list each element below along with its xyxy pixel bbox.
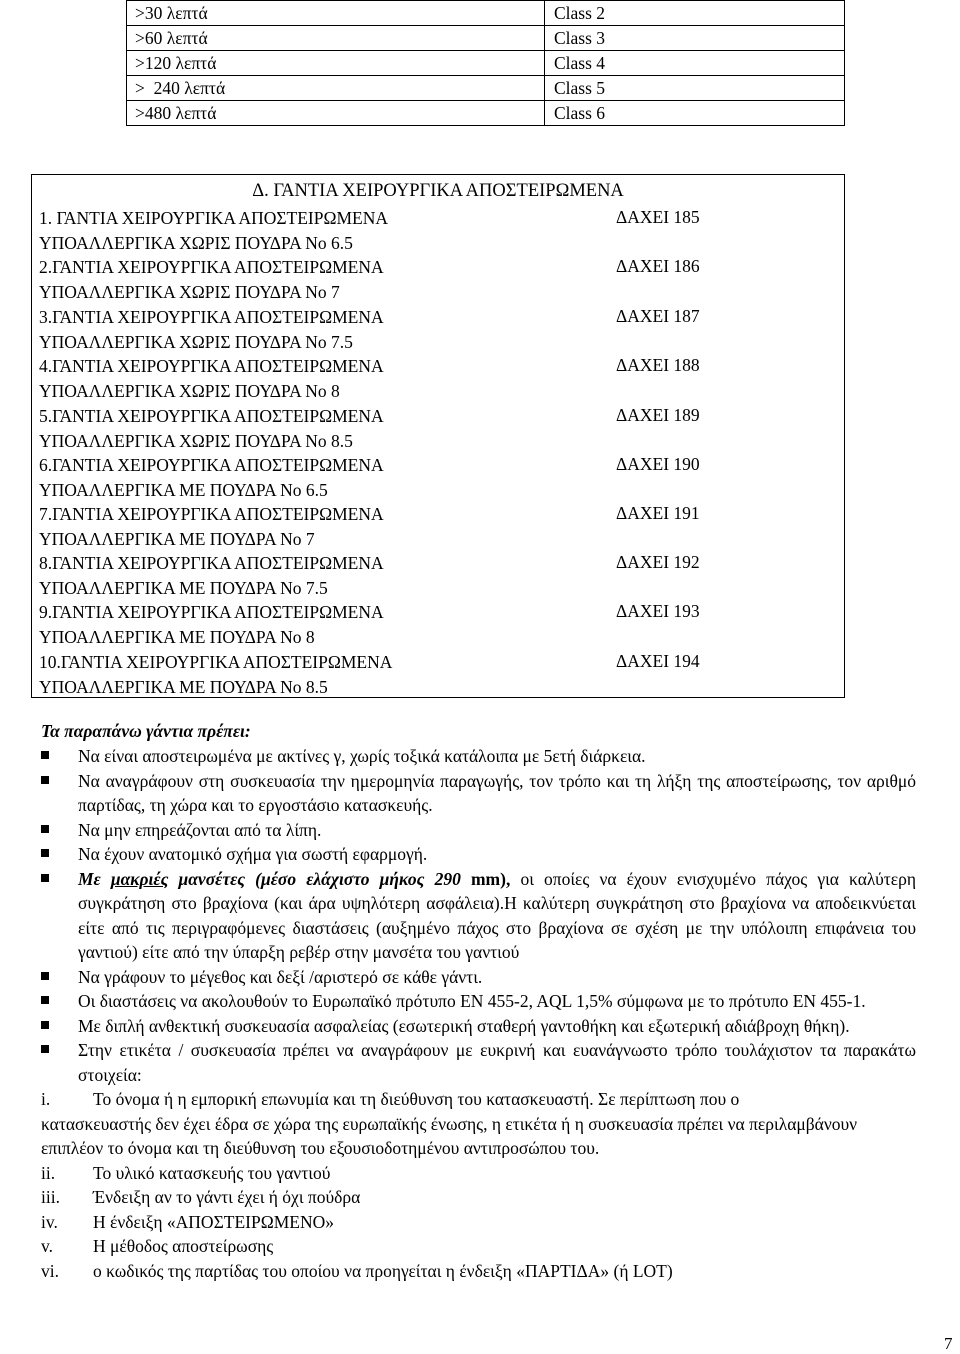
label-item [41,1185,916,1210]
requirement-bullet [41,769,916,818]
label-item-text: ο κωδικός της παρτίδας του οποίου να προηγείται η ένδειξη «ΠΑΡΤΙΔΑ» (ή LOT) [93,1260,673,1281]
glove-item [39,305,839,353]
requirement-bullet [41,989,916,1014]
requirement-text: Να αναγράφουν στη συσκευασία την ημερομηνία παραγωγής, τον τρόπο και τη λήξη της αποστείρωσης, τον αριθμό παρτίδας, τη χώρα και το εργοστάσιο κατασκευής. [78,770,916,815]
label-item-text: Το όνομα ή η εμπορική επωνυμία και τη διεύθυνση του κατασκευαστή. Σε περίπτωση που ο [93,1089,740,1109]
glove-item [39,354,839,402]
glove-name-line1: 2.ΓΑΝΤΙΑ ΧΕΙΡΟΥΡΓΙΚΑ ΑΠΟΣΤΕΙΡΩΜΕΝΑ [39,257,384,277]
bullet-square-icon [41,874,49,882]
glove-code: ΔΑΧΕΙ 188 [616,355,700,375]
label-item-text: Ένδειξη αν το γάντι έχει ή όχι πούδρα [93,1187,361,1207]
time-cell: > 240 λεπτά [127,76,545,101]
label-item-number: iii. [41,1187,60,1207]
requirement-text-underlined: μακριές [110,868,169,889]
time-cell: >480 λεπτά [127,101,545,126]
glove-item [39,404,839,452]
glove-name-line2: ΥΠΟΑΛΛΕΡΓΙΚΑ ΧΩΡΙΣ ΠΟΥΔΡΑ Νο 7.5 [39,331,353,352]
bullet-square-icon [41,751,49,759]
requirement-bullet [41,1038,916,1087]
bullet-square-icon [41,1021,49,1029]
glove-code: ΔΑΧΕΙ 187 [616,306,700,326]
label-item-text: Η μέθοδος αποστείρωσης [93,1236,274,1256]
label-item [41,1234,916,1259]
glove-name-line2: ΥΠΟΑΛΛΕΡΓΙΚΑ ΜΕ ΠΟΥΔΡΑ Νο 7 [39,528,315,549]
permeation-class-table [126,0,845,126]
requirement-bullet [41,1014,916,1039]
requirement-text: Στην ετικέτα / συσκευασία πρέπει να αναγράφουν με ευκρινή και ευανάγνωστο τρόπο τουλάχιστον τα παρακάτω στοιχεία: [78,1040,916,1085]
requirement-text-mm: mm), [460,868,511,889]
label-item-number: iv. [41,1211,58,1232]
glove-code: ΔΑΧΕΙ 194 [616,651,700,671]
glove-name-line1: 6.ΓΑΝΤΙΑ ΧΕΙΡΟΥΡΓΙΚΑ ΑΠΟΣΤΕΙΡΩΜΕΝΑ [39,455,384,475]
glove-item [39,650,839,698]
time-cell: >30 λεπτά [127,1,545,26]
glove-code: ΔΑΧΕΙ 189 [616,405,700,425]
glove-name-line2: ΥΠΟΑΛΛΕΡΓΙΚΑ ΜΕ ΠΟΥΔΡΑ Νο 6.5 [39,479,328,500]
bullet-square-icon [41,996,49,1004]
glove-name-line2: ΥΠΟΑΛΛΕΡΓΙΚΑ ΜΕ ΠΟΥΔΡΑ Νο 8 [39,626,315,647]
bullet-square-icon [41,825,49,833]
class-cell: Class 3 [545,26,845,51]
glove-name-line2: ΥΠΟΑΛΛΕΡΓΙΚΑ ΧΩΡΙΣ ΠΟΥΔΡΑ Νο 7 [39,281,340,302]
glove-name-line2: ΥΠΟΑΛΛΕΡΓΙΚΑ ΧΩΡΙΣ ΠΟΥΔΡΑ Νο 8 [39,380,340,401]
label-item-continuation: κατασκευαστής δεν έχει έδρα σε χώρα της ευρωπαϊκής ένωσης, η ετικέτα ή η συσκευασία πρέπει να περιλαμβάνουν επιπλέον το όνομα και τη διεύθυνση του εξουσιοδοτημένου αντιπροσώπου του. [41,1113,858,1158]
bullet-square-icon [41,849,49,857]
table-row [127,1,845,26]
glove-code: ΔΑΧΕΙ 190 [616,454,700,474]
table-row [127,51,845,76]
time-cell: >120 λεπτά [127,51,545,76]
glove-name-line1: 7.ΓΑΝΤΙΑ ΧΕΙΡΟΥΡΓΙΚΑ ΑΠΟΣΤΕΙΡΩΜΕΝΑ [39,504,384,524]
table-row [127,76,845,101]
glove-name-line1: 3.ΓΑΝΤΙΑ ΧΕΙΡΟΥΡΓΙΚΑ ΑΠΟΣΤΕΙΡΩΜΕΝΑ [39,307,384,327]
label-item [41,1087,916,1112]
label-item-number: vi. [41,1260,59,1281]
requirement-text: Με διπλή ανθεκτική συσκευασία ασφαλείας (εσωτερική σταθερή γαντοθήκη και εξωτερική αδιάβροχη θήκη). [78,1015,850,1036]
glove-item [39,206,839,254]
requirement-text-bold: Με [78,868,111,889]
requirement-text: Να μην επηρεάζονται από τα λίπη. [78,819,322,840]
glove-item [39,551,839,599]
label-item-number: v. [41,1236,53,1256]
label-item-text: Το υλικό κατασκευής του γαντιού [93,1162,331,1183]
bullet-square-icon [41,776,49,784]
label-item-number: i. [41,1089,51,1109]
glove-name-line1: 10.ΓΑΝΤΙΑ ΧΕΙΡΟΥΡΓΙΚΑ ΑΠΟΣΤΕΙΡΩΜΕΝΑ [39,652,393,672]
glove-name-line1: 5.ΓΑΝΤΙΑ ΧΕΙΡΟΥΡΓΙΚΑ ΑΠΟΣΤΕΙΡΩΜΕΝΑ [39,406,384,426]
glove-name-line2: ΥΠΟΑΛΛΕΡΓΙΚΑ ΧΩΡΙΣ ΠΟΥΔΡΑ Νο 8.5 [39,430,353,451]
requirement-text: Να έχουν ανατομικό σχήμα για σωστή εφαρμογή. [78,844,428,864]
glove-item [39,453,839,501]
class-cell: Class 6 [545,101,845,126]
label-item [41,1210,916,1235]
requirement-text: οι οποίες να έχουν ενισχυμένο πάχος για καλύτερη συγκράτηση στο βραχίονα (και άρα υψηλότερη ασφάλεια).Η καλύτερη συγκράτηση στο βραχίονα να αποδεικνύεται είτε από τις περιγραφόμενες διαστάσεις (αυξημένο πάχος στο βραχίονα σε σχέση με την υπόλοιπη επιφάνεια του γαντιού) είτε από την ύπαρξη ρεβέρ στην μανσέτα του γαντιού [78,868,916,962]
requirement-text: Να είναι αποστειρωμένα με ακτίνες γ, χωρίς τοξικά κατάλοιπα με 5ετή διάρκεια. [78,746,646,766]
table-row [127,26,845,51]
time-cell: >60 λεπτά [127,26,545,51]
label-item-number: ii. [41,1162,56,1183]
glove-item [39,600,839,648]
gloves-table [31,174,845,698]
glove-name-line2: ΥΠΟΑΛΛΕΡΓΙΚΑ ΧΩΡΙΣ ΠΟΥΔΡΑ Νο 6.5 [39,232,353,253]
requirement-bullet [41,867,916,965]
label-item [41,1161,916,1186]
class-cell: Class 5 [545,76,845,101]
glove-name-line1: 8.ΓΑΝΤΙΑ ΧΕΙΡΟΥΡΓΙΚΑ ΑΠΟΣΤΕΙΡΩΜΕΝΑ [39,553,384,573]
class-cell: Class 2 [545,1,845,26]
glove-code: ΔΑΧΕΙ 186 [616,256,700,276]
bullet-square-icon [41,1045,49,1053]
requirement-bullet [41,744,916,769]
glove-code: ΔΑΧΕΙ 185 [616,207,700,227]
requirement-text: Οι διαστάσεις να ακολουθούν το Ευρωπαϊκό πρότυπο EN 455-2, AQL 1,5% σύμφωνα με το πρότυπο EN 455-1. [78,991,866,1011]
table-row [127,101,845,126]
requirement-text: Να γράφουν το μέγεθος και δεξί /αριστερό σε κάθε γάντι. [78,966,483,987]
glove-name-line2: ΥΠΟΑΛΛΕΡΓΙΚΑ ΜΕ ΠΟΥΔΡΑ Νο 7.5 [39,577,328,598]
requirement-bullet [41,818,916,843]
page-number: 7 [944,1334,953,1353]
glove-name-line2: ΥΠΟΑΛΛΕΡΓΙΚΑ ΜΕ ΠΟΥΔΡΑ Νο 8.5 [39,676,328,697]
glove-code: ΔΑΧΕΙ 193 [616,601,700,621]
glove-item [39,502,839,550]
requirement-bullet [41,842,916,867]
glove-code: ΔΑΧΕΙ 192 [616,552,700,572]
glove-name-line1: 9.ΓΑΝΤΙΑ ΧΕΙΡΟΥΡΓΙΚΑ ΑΠΟΣΤΕΙΡΩΜΕΝΑ [39,602,384,622]
requirements-section [41,719,916,1283]
requirement-bullet [41,965,916,990]
requirements-heading: Τα παραπάνω γάντια πρέπει: [41,721,251,741]
label-item-text: Η ένδειξη «ΑΠΟΣΤΕΙΡΩΜΕΝΟ» [93,1211,334,1232]
requirement-text-bold: μανσέτες (μέσο ελάχιστο μήκος 290 [168,868,461,889]
bullet-square-icon [41,972,49,980]
glove-name-line1: 1. ΓΑΝΤΙΑ ΧΕΙΡΟΥΡΓΙΚΑ ΑΠΟΣΤΕΙΡΩΜΕΝΑ [39,208,389,228]
glove-code: ΔΑΧΕΙ 191 [616,503,700,523]
class-cell: Class 4 [545,51,845,76]
label-item [41,1259,916,1284]
glove-item [39,255,839,303]
gloves-table-title: Δ. ΓΑΝΤΙΑ ΧΕΙΡΟΥΡΓΙΚΑ ΑΠΟΣΤΕΙΡΩΜΕΝΑ [252,181,624,201]
glove-name-line1: 4.ΓΑΝΤΙΑ ΧΕΙΡΟΥΡΓΙΚΑ ΑΠΟΣΤΕΙΡΩΜΕΝΑ [39,356,384,376]
